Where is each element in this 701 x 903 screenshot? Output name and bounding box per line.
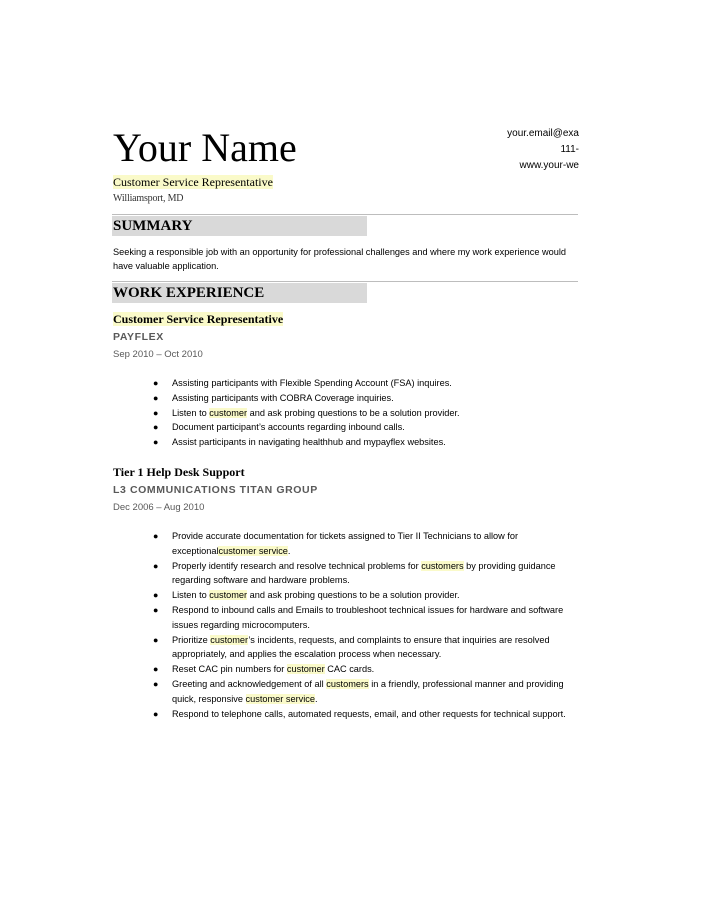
headline-title-text: Customer Service Representative	[113, 175, 273, 189]
highlighted-keyword: customers	[326, 678, 369, 689]
headline-title	[113, 175, 273, 190]
highlighted-keyword: customer	[209, 407, 248, 418]
job-duty-item: ● Prioritize customer’s incidents, requests, and complaints to ensure that inquiries are resolved appropriately, and applies the escalation process when necessary.	[153, 634, 550, 660]
highlighted-keyword: customer	[210, 634, 249, 645]
job-title-text: Customer Service Representative	[113, 312, 284, 326]
bullet-icon: ●	[153, 708, 159, 719]
contact-website: www.your-we	[519, 160, 579, 171]
job-title	[113, 312, 283, 327]
job-duties-list	[153, 529, 572, 721]
divider-rule	[112, 281, 578, 282]
bullet-icon: ●	[153, 604, 159, 615]
bullet-icon: ●	[153, 678, 159, 689]
applicant-name: Your Name	[113, 125, 297, 170]
bullet-icon: ●	[153, 664, 159, 675]
job-duty-item: ● Greeting and acknowledgement of all customers in a friendly, professional manner and providing quick, responsive customer service.	[153, 678, 564, 704]
company-name: PAYFLEX	[113, 331, 164, 343]
job-title: Tier 1 Help Desk Support	[113, 465, 245, 479]
highlighted-keyword: customer	[209, 590, 248, 601]
summary-heading: SUMMARY	[112, 216, 367, 236]
location: Williamsport, MD	[113, 193, 184, 204]
bullet-icon: ●	[153, 560, 159, 571]
bullet-icon: ●	[153, 437, 159, 448]
job-duty-item: ● Assist participants in navigating healthhub and mypayflex websites.	[172, 435, 572, 450]
employment-dates: Dec 2006 – Aug 2010	[113, 502, 205, 513]
bullet-icon: ●	[153, 590, 159, 601]
bullet-icon: ●	[153, 378, 159, 388]
contact-email: your.email@exa	[507, 128, 579, 139]
job-duty-item: ● Listen to customer and ask probing questions to be a solution provider.	[172, 588, 572, 603]
job-duty-item: ● Properly identify research and resolve technical problems for customers by providing guidance regarding software and hardware problems.	[153, 560, 556, 586]
employment-dates: Sep 2010 – Oct 2010	[113, 349, 203, 360]
work-experience-heading: WORK EXPERIENCE	[112, 283, 367, 303]
bullet-icon: ●	[153, 392, 159, 403]
job-duties-list	[153, 376, 572, 450]
job-duty-item: ● Respond to telephone calls, automated requests, email, and other requests for technical support.	[172, 707, 572, 722]
highlighted-keyword: customer service	[245, 693, 315, 704]
bullet-icon: ●	[153, 422, 159, 433]
job-duty-item: ● Document participant’s accounts regarding inbound calls.	[172, 420, 572, 435]
job-duty-item: ● Provide accurate documentation for tickets assigned to Tier II Technicians to allow for exceptionalcustomer service.	[153, 531, 519, 556]
job-duty-item: ● Assisting participants with Flexible Spending Account (FSA) inquires.	[172, 376, 572, 391]
company-name: L3 COMMUNICATIONS TITAN GROUP	[113, 484, 318, 496]
highlighted-keyword: customer service	[218, 545, 288, 556]
summary-text: Seeking a responsible job with an opportunity for professional challenges and where my work experience would have valuable application.	[113, 247, 567, 271]
job-duty-item: ● Listen to customer and ask probing questions to be a solution provider.	[172, 406, 572, 421]
job-duty-item: ● Assisting participants with COBRA Coverage inquiries.	[172, 391, 572, 406]
bullet-icon: ●	[153, 634, 159, 645]
job-duty-item: ● Reset CAC pin numbers for customer CAC cards.	[172, 662, 572, 677]
divider-rule	[112, 214, 578, 215]
contact-phone: 111-	[560, 144, 579, 155]
contact-block	[507, 126, 579, 174]
highlighted-keyword: customers	[421, 560, 464, 571]
highlighted-keyword: customer	[286, 664, 325, 675]
job-duty-item: ● Respond to inbound calls and Emails to troubleshoot technical issues for hardware and software issues regarding microcomputers.	[153, 604, 564, 630]
bullet-icon: ●	[153, 531, 159, 541]
bullet-icon: ●	[153, 407, 159, 418]
